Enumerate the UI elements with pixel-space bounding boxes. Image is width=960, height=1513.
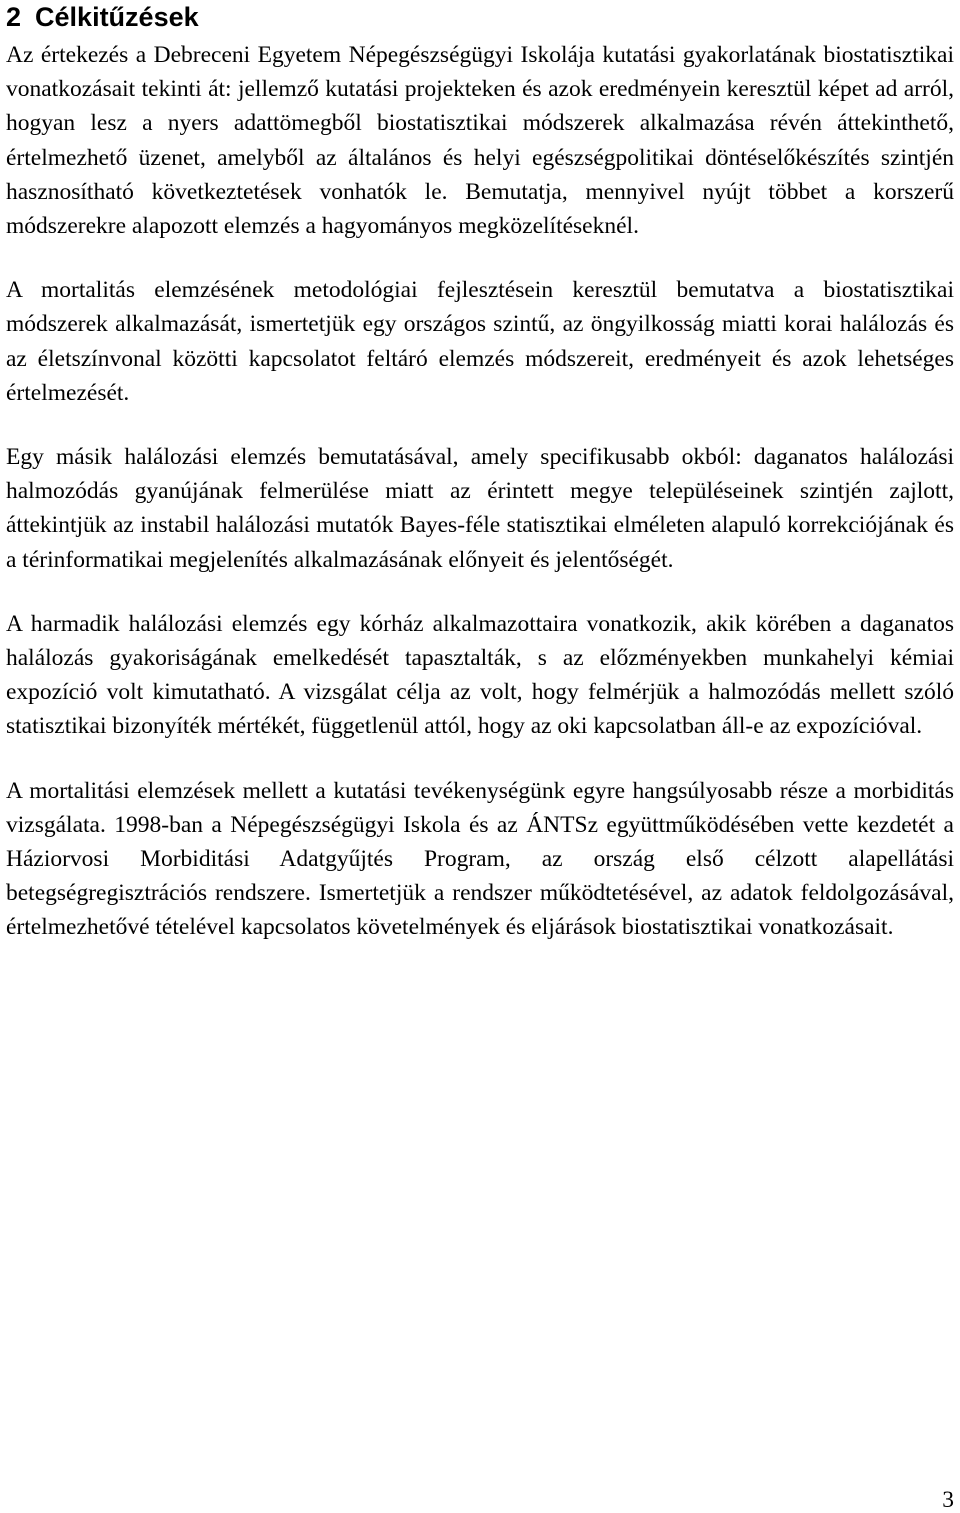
section-title: Célkitűzések [35, 2, 199, 32]
page-number: 3 [942, 1487, 954, 1513]
section-number: 2 [6, 2, 22, 32]
paragraph-cancer-cluster: Egy másik halálozási elemzés bemutatásával, amely specifikusabb okból: daganatos halálozási halmozódás gyanújának felmerülése miatt az érintett megye településeinek szintjén zajlott, áttekintjük az instabil halálozási mutatók Bayes-féle statisztikai elméleten alapuló korrekciójának és a térinformatikai megjelenítés alkalmazásának előnyeit és jelentőségét. [6, 444, 954, 573]
paragraph-hospital-study: A harmadik halálozási elemzés egy kórház alkalmazottaira vonatkozik, akik körében a daganatos halálozás gyakoriságának emelkedését tapasztalták, s az előzményekben munkahelyi kémiai expozíció volt kimutatható. A vizsgálat célja az volt, hogy felmérjük a halmozódás mellett szóló statisztikai bizonyíték mértékét, függetlenül attól, hogy az oki kapcsolatban áll-e az expozícióval. [6, 610, 954, 740]
paragraph-intro: Az értekezés a Debreceni Egyetem Népegészségügyi Iskolája kutatási gyakorlatának biostatisztikai vonatkozásait tekinti át: jellemző kutatási projekteken és azok eredményein keresztül képet ad arról, hogyan lesz a nyers adattömegből biostatisztikai módszerek alkalmazása révén áttekinthető, értelmezhető üzenet, amelyből az általános és helyi egészségpolitikai döntéselőkészítés szintjén hasznosítható következtetések vonhatók le. Bemutatja, mennyivel nyújt többet a korszerű módszerekre alapozott elemzés a hagyományos megközelítéseknél. [6, 42, 954, 240]
paragraph-suicide-mortality: A mortalitás elemzésének metodológiai fejlesztésein keresztül bemutatva a biostatisztikai módszerek alkalmazását, ismertetjük egy országos szintű, az öngyilkosság miatti korai halálozás és az életszínvonal közötti kapcsolatot feltáró elemzés módszereit, eredményeit és azok lehetséges értelmezését. [6, 277, 954, 406]
section-heading [6, 1, 954, 33]
document-page [6, 0, 954, 945]
paragraph-morbidity: A mortalitási elemzések mellett a kutatási tevékenységünk egyre hangsúlyosabb része a morbiditás vizsgálata. 1998-ban a Népegészségügyi Iskola és az ÁNTSz együttműködésében vette kezdetét a Háziorvosi Morbiditási Adatgyűjtés Program, az ország első célzott alapellátási betegségregisztrációs rendszere. Ismertetjük a rendszer működtetésével, az adatok feldolgozásával, értelmezhetővé tételével kapcsolatos követelmények és eljárások biostatisztikai vonatkozásait. [6, 777, 954, 941]
